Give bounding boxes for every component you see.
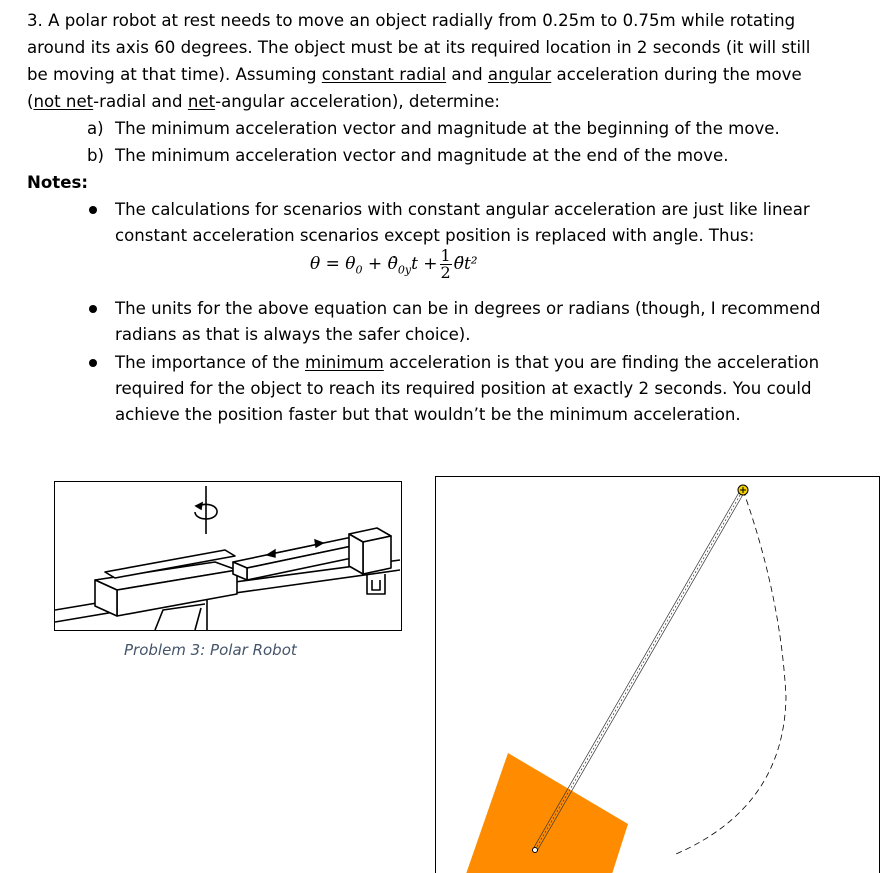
robot-base [466, 753, 628, 873]
rotation-arrow-icon [195, 486, 217, 534]
part-b-label: b) [87, 146, 105, 165]
part-a-text: The minimum acceleration vector and magnitude at the beginning of the move. [115, 119, 780, 138]
simulation-drawing [436, 477, 879, 873]
problem-line-2: around its axis 60 degrees. The object must be at its required location in 2 seconds (it will still [27, 38, 811, 57]
bullet-3-line-1: The importance of the minimum acceleration is that you are finding the acceleration [115, 353, 820, 372]
bullet-2-line-2: radians as that is always the safer choice). [115, 325, 471, 344]
minimum-underlined: minimum [305, 353, 384, 372]
polar-robot-drawing [55, 482, 401, 630]
bullet-1-line-2: constant acceleration scenarios except position is replaced with angle. Thus: [115, 226, 755, 245]
bullet-3-line-3: achieve the position faster but that wouldn’t be the minimum acceleration. [115, 405, 741, 424]
notes-heading: Notes: [27, 173, 88, 192]
part-a-label: a) [87, 119, 104, 138]
net-underlined: net [187, 92, 216, 111]
pivot-marker [533, 848, 538, 853]
problem-line-4: (not net-radial and net-angular acceleration), determine: [27, 92, 501, 111]
problem-line-1: 3. A polar robot at rest needs to move an object radially from 0.25m to 0.75m while rotating [27, 11, 796, 30]
problem-line-3: be moving at that time). Assuming constant radial and angular acceleration during the move [27, 65, 802, 84]
bullet-1 [89, 206, 97, 214]
bullet-3-line-2: required for the object to reach its required position at exactly 2 seconds. You could [115, 379, 812, 398]
polar-robot-figure [54, 481, 402, 631]
kinematic-equation: $\theta = \theta_0$ + $\thetȧ_{0y}t$ + $\frac{1}{2}$ θ̈t² [310, 246, 478, 282]
not-net-underlined: not net [33, 92, 94, 111]
bullet-3 [89, 359, 97, 367]
bullet-1-line-1: The calculations for scenarios with constant angular acceleration are just like linear [115, 200, 810, 219]
part-a [87, 115, 104, 142]
angular-underlined: angular [487, 65, 552, 84]
fraction-one-half: $\frac{1}{2}$ [440, 246, 451, 282]
part-b [87, 142, 104, 169]
constant-radial-underlined: constant radial [321, 65, 447, 84]
bullet-2 [89, 305, 97, 313]
bullet-2-line-1: The units for the above equation can be in degrees or radians (though, I recommend [115, 299, 821, 318]
figure-caption: Problem 3: Polar Robot [124, 641, 297, 659]
arc-path [676, 490, 786, 854]
simulation-panel [435, 476, 880, 873]
part-b-text: The minimum acceleration vector and magnitude at the end of the move. [115, 146, 729, 165]
